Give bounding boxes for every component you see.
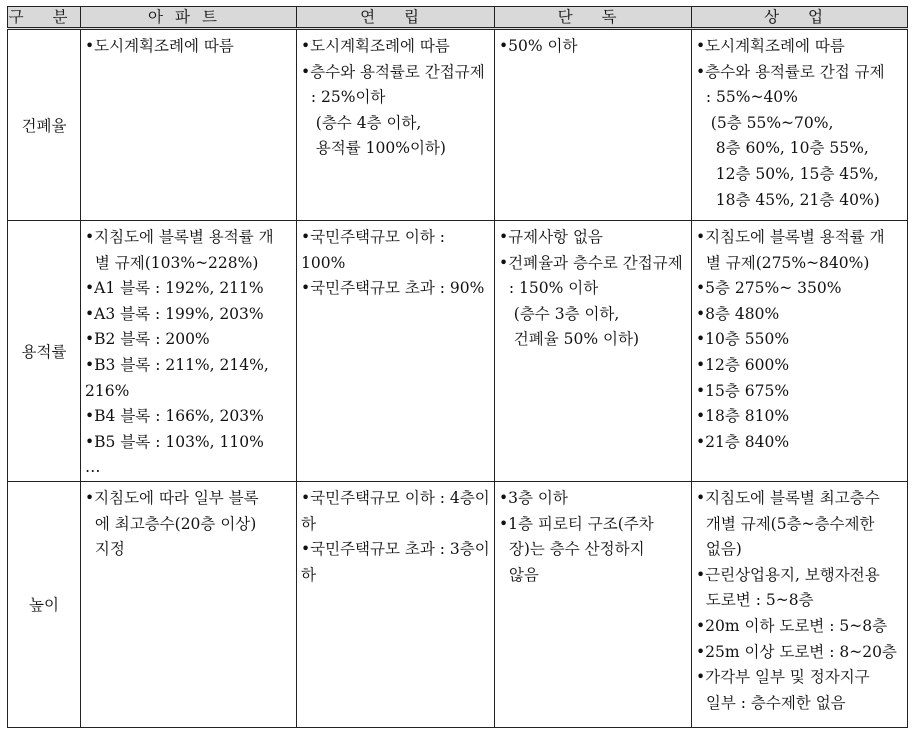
cell-line: 8층 60%, 10층 55%, [696,139,869,158]
cell-apartment [81,481,297,727]
cell-list [85,30,292,60]
cell-row-house [297,221,495,482]
cell-line: •건폐율과 층수로 간접규제 [499,253,683,272]
cell-line: •지침도에 블록별 최고층수 [696,488,880,507]
cell-line: : 25%이하 [301,88,386,107]
cell-line: •B3 블록 : 211%, 214%, 216% [85,355,274,400]
cell-line: : 55%~40% [696,88,798,107]
cell-line: (5층 55%~70%, [696,113,834,132]
cell-apartment [81,29,297,221]
cell-line: 지정 [85,540,125,559]
cell-commercial [692,221,908,482]
cell-line: 18층 45%, 21층 40%) [696,190,880,209]
cell-line: •지침도에 따라 일부 블록 [85,488,259,507]
cell-line: 개별 규제(5층~층수제한 [696,514,875,533]
table-row [8,29,908,221]
cell-line: •12층 600% [696,355,790,374]
cell-list [301,482,490,588]
cell-list [85,482,292,563]
cell-list [499,30,687,60]
header-row [8,7,908,29]
cell-list [301,30,490,162]
header-commercial: 상 업 [692,7,908,29]
cell-line: •5층 275%~ 350% [696,279,842,298]
cell-line: 별 규제(103%~228%) [85,253,259,272]
cell-line: •국민주택규모 이하 : 4층이하 [301,488,490,533]
cell-line: •국민주택규모 이하 : 100% [301,228,450,272]
table-row [8,221,908,482]
cell-list [301,221,490,302]
cell-line: •15층 675% [696,381,790,400]
cell-line: •지침도에 블록별 용적률 개 [85,228,274,246]
cell-line: •25m 이상 도로변 : 8~20층 [696,642,897,661]
header-row-house: 연 립 [297,7,495,29]
cell-line: •국민주택규모 초과 : 90% [301,279,485,298]
cell-row-house [297,29,495,221]
cell-detached-house [495,481,692,727]
cell-line: •도시계획조례에 따름 [301,37,450,55]
cell-line: 에 최고층수(20층 이상) [85,514,257,533]
row-label-floor-area-ratio: 용적률 [8,221,81,482]
cell-list [696,482,903,716]
cell-line: •50% 이하 [499,37,578,55]
cell-line: •지침도에 블록별 용적률 개 [696,228,885,246]
cell-line: •21층 840% [696,432,790,451]
cell-line: •층수와 용적률로 간접규제 [301,62,485,81]
cell-line: •B4 블록 : 166%, 203% [85,407,264,426]
cell-line: •B2 블록 : 200% [85,330,210,349]
cell-row-house [297,481,495,727]
cell-line: •도시계획조례에 따름 [696,37,845,55]
header-category: 구 분 [8,7,81,29]
row-label-coverage: 건폐율 [8,29,81,221]
cell-detached-house [495,29,692,221]
header-apartment: 아파트 [81,7,297,29]
cell-line: •A3 블록 : 199%, 203% [85,304,264,323]
cell-line: •18층 810% [696,407,790,426]
row-label-height: 높이 [8,481,81,727]
cell-line: (층수 4층 이하, [301,113,422,132]
cell-line: •8층 480% [696,304,780,323]
cell-line: •1층 피로티 구조(주차 [499,514,654,533]
cell-detached-house [495,221,692,482]
cell-line: 장)는 층수 산정하지 [499,540,645,559]
cell-line: 건폐율 50% 이하) [499,330,639,349]
cell-line: •도시계획조례에 따름 [85,37,234,55]
table-row [8,481,908,727]
cell-list [696,221,903,455]
cell-line: 않음 [499,565,539,584]
cell-line: •근린상업용지, 보행자전용 [696,565,880,584]
cell-line: 용적률 100%이하) [301,139,446,158]
cell-line: •국민주택규모 초과 : 3층이하 [301,540,490,584]
cell-list [499,221,687,353]
cell-line: •3층 이하 [499,488,568,507]
cell-commercial [692,29,908,221]
cell-apartment [81,221,297,482]
regulation-table [7,6,908,728]
cell-line: 별 규제(275%~840%) [696,253,870,272]
cell-list [85,221,292,481]
cell-line: 없음) [696,540,742,559]
cell-line: (층수 3층 이하, [499,304,620,323]
cell-list [696,30,903,213]
header-detached-house: 단 독 [495,7,692,29]
cell-line: •10층 550% [696,330,790,349]
cell-line: 일부 : 층수제한 없음 [696,693,846,712]
cell-line: 도로변 : 5~8층 [696,591,814,610]
cell-line: •층수와 용적률로 간접 규제 [696,62,885,81]
cell-line: •규제사항 없음 [499,228,603,246]
cell-line: : 150% 이하 [499,279,599,298]
cell-line: … [85,458,101,477]
cell-line: •20m 이하 도로변 : 5~8층 [696,616,888,635]
cell-line: 12층 50%, 15층 45%, [696,164,879,183]
cell-list [499,482,687,588]
cell-line: •B5 블록 : 103%, 110% [85,432,264,451]
cell-line: •A1 블록 : 192%, 211% [85,279,264,298]
cell-line: •가각부 일부 및 정자지구 [696,668,870,687]
cell-commercial [692,481,908,727]
